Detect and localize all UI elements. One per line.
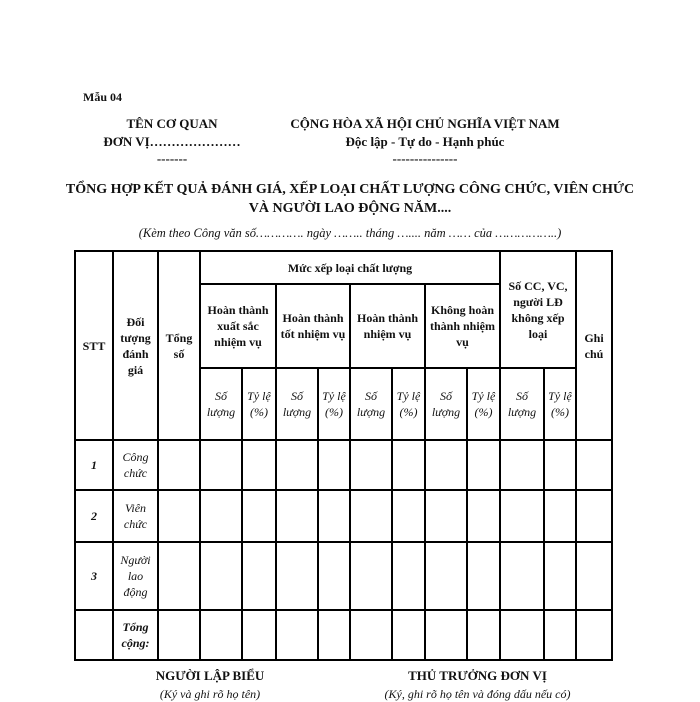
row-label-total: Tổng cộng:: [113, 610, 158, 660]
header-subject: Đối tượng đánh giá: [113, 251, 158, 440]
empty-cell: [544, 440, 576, 490]
agency-divider: -------: [156, 151, 188, 166]
header-unrated: Số CC, VC, người LĐ không xếp loại: [500, 251, 576, 368]
header-stt: STT: [75, 251, 113, 440]
empty-cell: [576, 542, 612, 610]
empty-cell: [242, 490, 276, 542]
header-level-2: Hoàn thành tốt nhiệm vụ: [276, 284, 350, 368]
subheader-pct: Tỷ lệ (%): [392, 368, 425, 440]
subheader-qty: Số lượng: [425, 368, 467, 440]
empty-cell: [576, 610, 612, 660]
motto: Độc lập - Tự do - Hạnh phúc: [345, 134, 505, 149]
empty-cell: [392, 542, 425, 610]
header-total: Tổng số: [158, 251, 200, 440]
empty-cell: [200, 610, 242, 660]
signature-preparer: [120, 668, 300, 702]
empty-cell: [158, 440, 200, 490]
row-index: [75, 610, 113, 660]
row-label: Viên chức: [113, 490, 158, 542]
table-row: [75, 490, 612, 542]
header-level-3: Hoàn thành nhiệm vụ: [350, 284, 425, 368]
subheader-pct: Tỷ lệ (%): [467, 368, 500, 440]
header-level-1: Hoàn thành xuất sắc nhiệm vụ: [200, 284, 276, 368]
unit-line: ĐƠN VỊ…………………: [103, 134, 241, 149]
subheader-qty: Số lượng: [200, 368, 242, 440]
empty-cell: [318, 490, 350, 542]
empty-cell: [392, 440, 425, 490]
signature-preparer-title: NGƯỜI LẬP BIỂU: [155, 668, 265, 683]
empty-cell: [276, 610, 318, 660]
empty-cell: [392, 610, 425, 660]
empty-cell: [350, 542, 392, 610]
empty-cell: [544, 610, 576, 660]
empty-cell: [425, 440, 467, 490]
empty-cell: [200, 490, 242, 542]
empty-cell: [467, 440, 500, 490]
empty-cell: [350, 440, 392, 490]
nation-name: CỘNG HÒA XÃ HỘI CHỦ NGHĨA VIỆT NAM: [290, 116, 560, 131]
subheader-qty: Số lượng: [276, 368, 318, 440]
reference-note: (Kèm theo Công văn số…………. ngày …….. tháng ….... năm …… của ……………..): [138, 226, 562, 240]
signature-head-note: (Ký, ghi rõ họ tên và đóng dấu nếu có): [384, 687, 571, 701]
empty-cell: [158, 610, 200, 660]
empty-cell: [425, 490, 467, 542]
document-title: TỔNG HỢP KẾT QUẢ ĐÁNH GIÁ, XẾP LOẠI CHẤT LƯỢNG CÔNG CHỨC, VIÊN CHỨC VÀ NGƯỜI LAO ĐỘNG NĂM....: [65, 182, 635, 216]
subheader-qty: Số lượng: [500, 368, 544, 440]
empty-cell: [158, 490, 200, 542]
empty-cell: [544, 490, 576, 542]
nation-block: [265, 115, 585, 167]
empty-cell: [500, 610, 544, 660]
empty-cell: [576, 440, 612, 490]
row-index: 2: [75, 490, 113, 542]
subheader-pct: Tỷ lệ (%): [242, 368, 276, 440]
empty-cell: [200, 440, 242, 490]
empty-cell: [242, 440, 276, 490]
empty-cell: [425, 542, 467, 610]
signature-head: [360, 668, 595, 702]
agency-name: TÊN CƠ QUAN: [126, 116, 218, 131]
empty-cell: [242, 542, 276, 610]
empty-cell: [500, 440, 544, 490]
empty-cell: [467, 490, 500, 542]
empty-cell: [392, 490, 425, 542]
nation-divider: ---------------: [392, 151, 458, 166]
empty-cell: [576, 490, 612, 542]
row-index: 1: [75, 440, 113, 490]
subheader-qty: Số lượng: [350, 368, 392, 440]
header-rating-group: Mức xếp loại chất lượng: [200, 251, 500, 284]
empty-cell: [500, 542, 544, 610]
signature-head-title: THỦ TRƯỞNG ĐƠN VỊ: [408, 668, 547, 683]
row-index: 3: [75, 542, 113, 610]
empty-cell: [425, 610, 467, 660]
empty-cell: [276, 440, 318, 490]
empty-cell: [276, 542, 318, 610]
subheader-pct: Tỷ lệ (%): [544, 368, 576, 440]
summary-table: [74, 250, 613, 661]
empty-cell: [158, 542, 200, 610]
subheader-pct: Tỷ lệ (%): [318, 368, 350, 440]
agency-block: [92, 115, 252, 167]
row-label: Công chức: [113, 440, 158, 490]
empty-cell: [350, 610, 392, 660]
empty-cell: [544, 542, 576, 610]
empty-cell: [318, 440, 350, 490]
row-label: Người lao động: [113, 542, 158, 610]
empty-cell: [350, 490, 392, 542]
empty-cell: [467, 542, 500, 610]
empty-cell: [318, 542, 350, 610]
empty-cell: [500, 490, 544, 542]
empty-cell: [318, 610, 350, 660]
table-row: [75, 440, 612, 490]
table-row: [75, 542, 612, 610]
signature-preparer-note: (Ký và ghi rõ họ tên): [159, 687, 261, 701]
header-level-4: Không hoàn thành nhiệm vụ: [425, 284, 500, 368]
table-row-total: [75, 610, 612, 660]
form-code: Mẫu 04: [83, 90, 122, 104]
empty-cell: [200, 542, 242, 610]
empty-cell: [276, 490, 318, 542]
header-note: Ghi chú: [576, 251, 612, 440]
empty-cell: [242, 610, 276, 660]
empty-cell: [467, 610, 500, 660]
